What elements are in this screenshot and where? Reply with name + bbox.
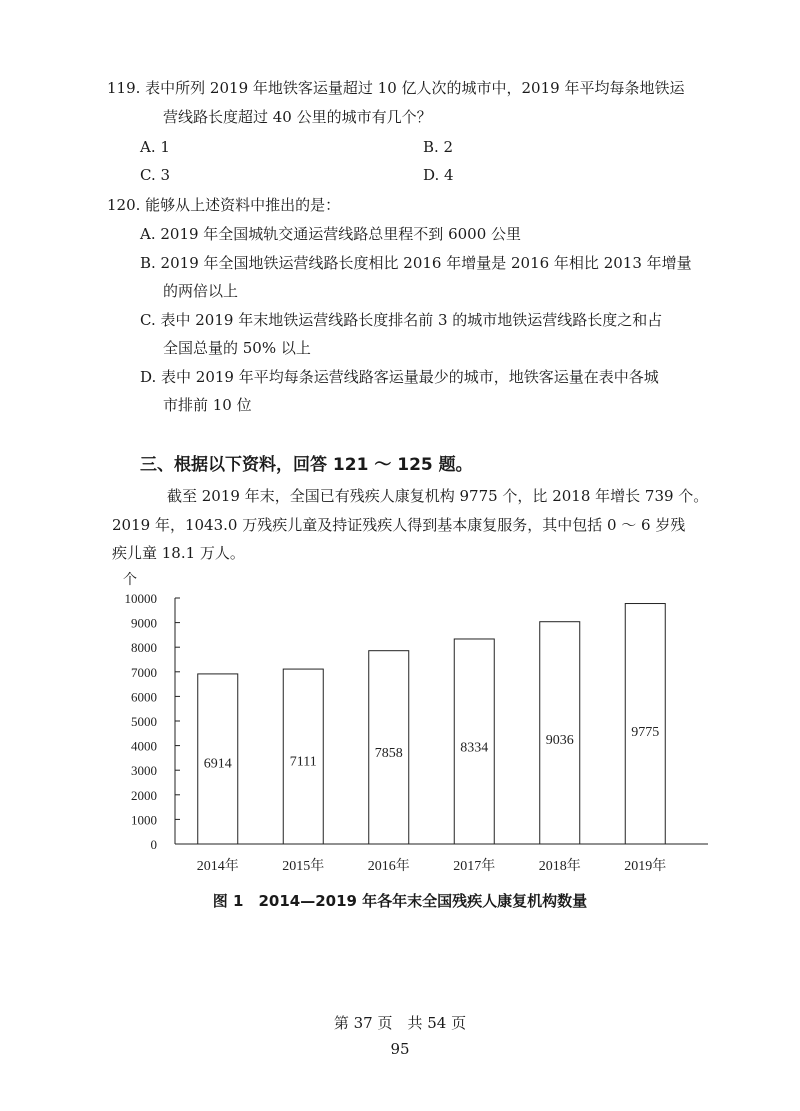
q120-option-c-line2: 全国总量的 50% 以上	[163, 339, 311, 357]
q120-option-d-line1: D. 表中 2019 年平均每条运营线路客运量最少的城市，地铁客运量在表中各城	[140, 368, 659, 386]
y-tick-label: 6000	[131, 689, 157, 705]
section-paragraph-line3: 疾儿童 18.1 万人。	[112, 544, 245, 562]
bar-value-label: 8334	[460, 740, 489, 756]
bar-value-label: 7111	[289, 754, 317, 770]
q120-option-b-line2: 的两倍以上	[163, 282, 239, 300]
q119-option-c: C. 3	[140, 166, 171, 184]
y-tick-label: 8000	[131, 640, 157, 656]
y-tick-label: 4000	[131, 738, 157, 754]
x-category-label: 2019年	[624, 859, 667, 874]
section-heading: 三、根据以下资料，回答 121 ～ 125 题。	[140, 455, 473, 475]
q119-stem-line2: 营线路长度超过 40 公里的城市有几个？	[163, 108, 432, 126]
bar-value-label: 9775	[631, 724, 660, 740]
page-number: 95	[390, 1040, 410, 1058]
x-category-label: 2018年	[538, 859, 581, 874]
bar-value-label: 9036	[545, 732, 574, 748]
q119-option-d: D. 4	[423, 166, 454, 184]
x-category-label: 2016年	[367, 859, 410, 874]
q120-option-c-line1: C. 表中 2019 年末地铁运营线路长度排名前 3 的城市地铁运营线路长度之和占	[140, 311, 663, 329]
y-tick-label: 7000	[131, 664, 157, 680]
bar	[625, 604, 665, 844]
section-paragraph-line2: 2019 年，1043.0 万残疾儿童及持证残疾人得到基本康复服务，其中包括 0 ～ 6 岁残	[112, 516, 686, 534]
q119-option-b: B. 2	[423, 138, 454, 156]
y-tick-label: 5000	[131, 714, 157, 729]
q120-option-b-line1: B. 2019 年全国地铁运营线路长度相比 2016 年增量是 2016 年相比 2013 年增量	[140, 254, 692, 272]
q120-stem: 120. 能够从上述资料中推出的是：	[107, 196, 341, 214]
x-category-label: 2017年	[453, 859, 496, 874]
q120-option-a: A. 2019 年全国城轨交通运营线路总里程不到 6000 公里	[140, 225, 522, 243]
page-indicator: 第 37 页 共 54 页	[333, 1014, 467, 1032]
bar-value-label: 6914	[203, 756, 232, 772]
y-tick-label: 0	[150, 837, 157, 852]
y-tick-label: 9000	[131, 615, 157, 631]
bar-chart	[0, 560, 800, 885]
x-category-label: 2015年	[282, 859, 325, 874]
chart-caption: 图 1 2014—2019 年各年末全国残疾人康复机构数量	[212, 892, 588, 910]
q119-stem-line1: 119. 表中所列 2019 年地铁客运量超过 10 亿人次的城市中，2019 年平均每条地铁运	[107, 79, 685, 97]
q120-option-d-line2: 市排前 10 位	[163, 396, 252, 414]
bar-value-label: 7858	[374, 746, 403, 762]
y-tick-label: 2000	[131, 787, 157, 803]
y-axis-unit-label: 个	[123, 573, 137, 588]
x-category-label: 2014年	[196, 859, 239, 874]
q119-option-a: A. 1	[140, 138, 170, 156]
section-paragraph-line1: 截至 2019 年末，全国已有残疾人康复机构 9775 个，比 2018 年增长 739 个。	[167, 487, 709, 505]
y-tick-label: 3000	[131, 763, 157, 779]
y-tick-label: 10000	[124, 591, 157, 606]
y-tick-label: 1000	[131, 812, 157, 828]
